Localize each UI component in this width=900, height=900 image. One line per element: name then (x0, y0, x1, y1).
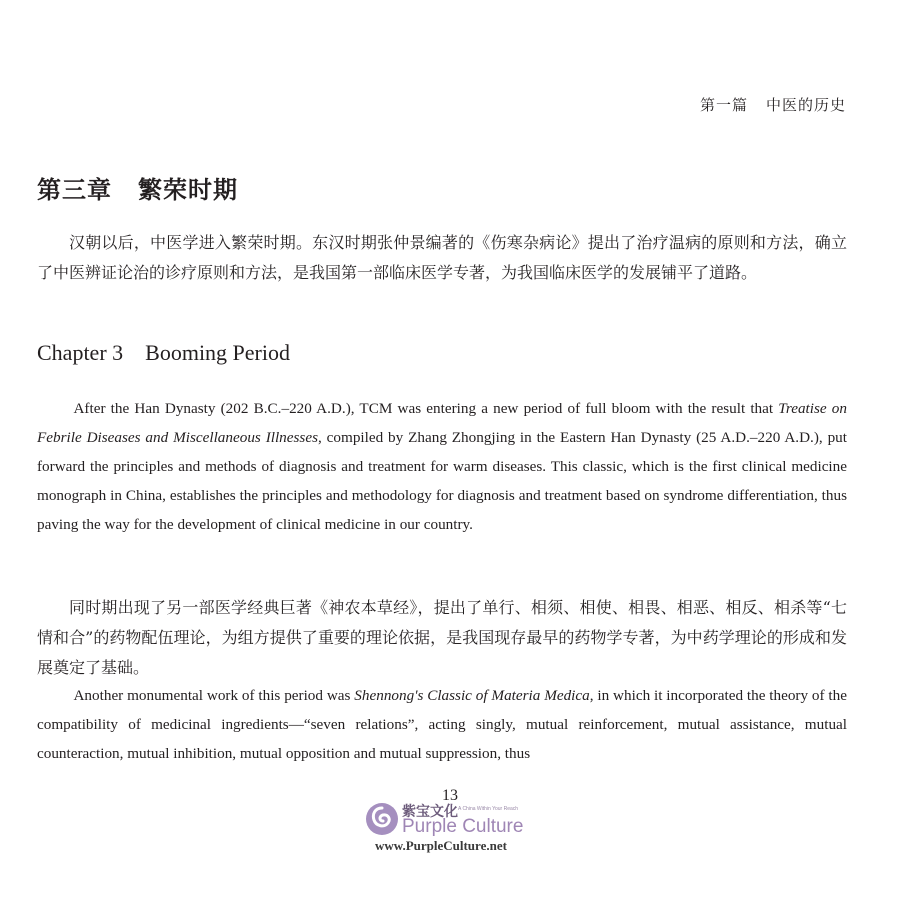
paragraph-english-1-part-b: , compiled by Zhang Zhongjing in the Eastern Han Dynasty (25 A.D.–220 A.D.), put forward the principles and methods of diagnosis and treatment for warm diseases. This classic, which is the first clinical medicine monograph in China, establishes the principles and methodology for diagnosis and treatment based on syndrome differentiation, thus paving the way for the development of clinical medicine in our country. (37, 429, 847, 533)
chapter-number-chinese: 第三章 (37, 175, 112, 204)
purple-culture-logo-icon (365, 802, 399, 836)
paragraph-english-2 (37, 681, 847, 768)
paragraph-english-1-part-a: After the Han Dynasty (202 B.C.–220 A.D.), TCM was entering a new period of full bloom with the result that (73, 400, 779, 417)
watermark (362, 798, 562, 860)
watermark-chinese-name: 紫宝文化 (402, 804, 458, 820)
watermark-tagline: A China Within Your Reach (458, 806, 519, 812)
paragraph-chinese-1: 汉朝以后，中医学进入繁荣时期。东汉时期张仲景编著的《伤寒杂病论》提出了治疗温病的原则和方法，确立了中医辨证论治的诊疗原则和方法，是我国第一部临床医学专著，为我国临床医学的发展铺平了道路。 (37, 233, 847, 282)
paragraph-english-1 (37, 394, 847, 539)
page-number: 13 (442, 787, 458, 804)
chapter-name-english: Booming Period (145, 340, 290, 365)
paragraph-chinese-2: 同时期出现了另一部医学经典巨著《神农本草经》，提出了单行、相须、相使、相畏、相恶、相反、相杀等“七情和合”的药物配伍理论，为组方提供了重要的理论依据，是我国现存最早的药物学专著，为中药学理论的形成和发展奠定了基础。 (37, 598, 847, 677)
watermark-brand-name: Purple Culture (402, 816, 524, 837)
book-title-shennong: Shennong's Classic of Materia Medica (354, 687, 590, 704)
paragraph-english-2-part-b: , in which it incorporated the theory of the compatibility of medicinal ingredients—“seven relations”, acting singly, mutual reinforcement, mutual assistance, mutual counteraction, mutual inhibition, mutual opposition and mutual suppression, thus (37, 687, 847, 762)
paragraph-english-2-part-a: Another monumental work of this period was (73, 687, 355, 704)
header-section: 中医的历史 (765, 96, 846, 114)
running-header (700, 94, 846, 115)
header-part: 第一篇 (699, 96, 748, 114)
book-title-treatise: Treatise on Febrile Diseases and Miscellaneous Illnesses (37, 400, 847, 446)
chapter-title-english (37, 340, 290, 366)
watermark-url: www.PurpleCulture.net (375, 838, 507, 853)
chapter-title-chinese (37, 170, 238, 205)
chapter-number-english: Chapter 3 (37, 340, 124, 365)
chapter-name-chinese: 繁荣时期 (138, 175, 238, 204)
